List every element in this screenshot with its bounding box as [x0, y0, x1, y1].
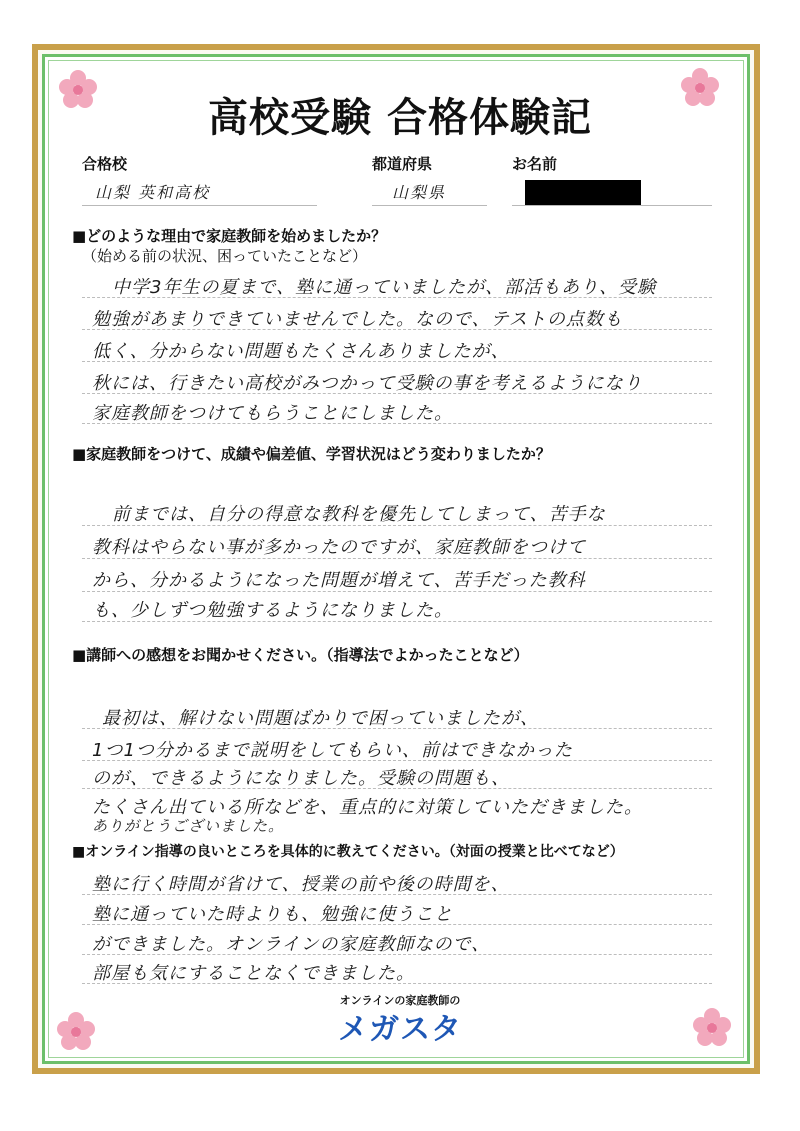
- ruled-line: [82, 728, 712, 729]
- ruled-line: [82, 361, 712, 362]
- prefecture-value: 山梨県: [392, 183, 447, 202]
- answer-line: たくさん出ている所などを、重点的に対策していただきました。: [92, 797, 643, 818]
- ruled-line: [82, 591, 712, 592]
- ruled-line: [82, 423, 712, 424]
- ruled-line: [82, 393, 712, 394]
- ruled-line: [82, 297, 712, 298]
- prefecture-underline: [372, 205, 487, 206]
- answer-line: 勉強があまりできていませんでした。なので、テストの点数も: [92, 309, 623, 330]
- answer-line: 中学3年生の夏まで、塾に通っていましたが、部活もあり、受験: [112, 277, 657, 298]
- name-underline: [512, 205, 712, 206]
- answer-line: 塾に行く時間が省けて、授業の前や後の時間を、: [92, 874, 510, 895]
- redacted-name: [525, 180, 641, 205]
- answer-line: 前までは、自分の得意な教科を優先してしまって、苦手な: [112, 504, 606, 525]
- ruled-line: [82, 621, 712, 622]
- question-1: ■どのような理由で家庭教師を始めましたか？: [72, 227, 387, 245]
- ruled-line: [82, 525, 712, 526]
- ruled-line: [82, 954, 712, 955]
- page-title: 高校受験 合格体験記: [208, 94, 592, 141]
- logo-wordmark: メガスタ: [338, 1012, 462, 1047]
- question-1-sub: （始める前の状況、困っていたことなど）: [82, 247, 368, 265]
- answer-line: のが、できるようになりました。受験の問題も、: [92, 768, 510, 789]
- answer-line: 塾に通っていた時よりも、勉強に使うこと: [92, 904, 453, 925]
- school-value: 山梨 英和高校: [95, 183, 211, 202]
- answer-line: 家庭教師をつけてもらうことにしました。: [92, 403, 453, 424]
- school-label: 合格校: [82, 155, 128, 173]
- answer-line: 教科はやらない事が多かったのですが、家庭教師をつけて: [92, 537, 586, 558]
- name-label: お名前: [512, 155, 558, 173]
- question-2: ■家庭教師をつけて、成績や偏差値、学習状況はどう変わりましたか？: [72, 445, 551, 463]
- answer-line: ができました。オンラインの家庭教師なので、: [92, 934, 491, 955]
- prefecture-label: 都道府県: [372, 155, 433, 173]
- ruled-line: [82, 788, 712, 789]
- ruled-line: [82, 329, 712, 330]
- ruled-line: [82, 924, 712, 925]
- answer-line: から、分かるようになった問題が増えて、苦手だった教科: [92, 570, 586, 591]
- question-3: ■講師への感想をお聞かせください。（指導法でよかったことなど）: [72, 646, 529, 664]
- ruled-line: [82, 983, 712, 984]
- school-underline: [82, 205, 317, 206]
- answer-line: 最初は、解けない問題ばかりで困っていましたが、: [102, 708, 539, 729]
- answer-line: も、少しずつ勉強するようになりました。: [92, 600, 453, 621]
- answer-line: ありがとうございました。: [92, 817, 285, 835]
- question-4: ■オンライン指導の良いところを具体的に教えてください。（対面の授業と比べてなど）: [72, 844, 624, 860]
- answer-line: 秋には、行きたい高校がみつかって受験の事を考えるようになり: [92, 373, 643, 394]
- ruled-line: [82, 558, 712, 559]
- ruled-line: [82, 760, 712, 761]
- logo-subtitle: オンラインの家庭教師の: [339, 994, 461, 1007]
- answer-line: 低く、分からない問題もたくさんありましたが、: [92, 341, 510, 362]
- answer-line: 部屋も気にすることなくできました。: [92, 963, 415, 984]
- answer-line: 1つ1つ分かるまで説明をしてもらい、前はできなかった: [92, 740, 573, 761]
- ruled-line: [82, 894, 712, 895]
